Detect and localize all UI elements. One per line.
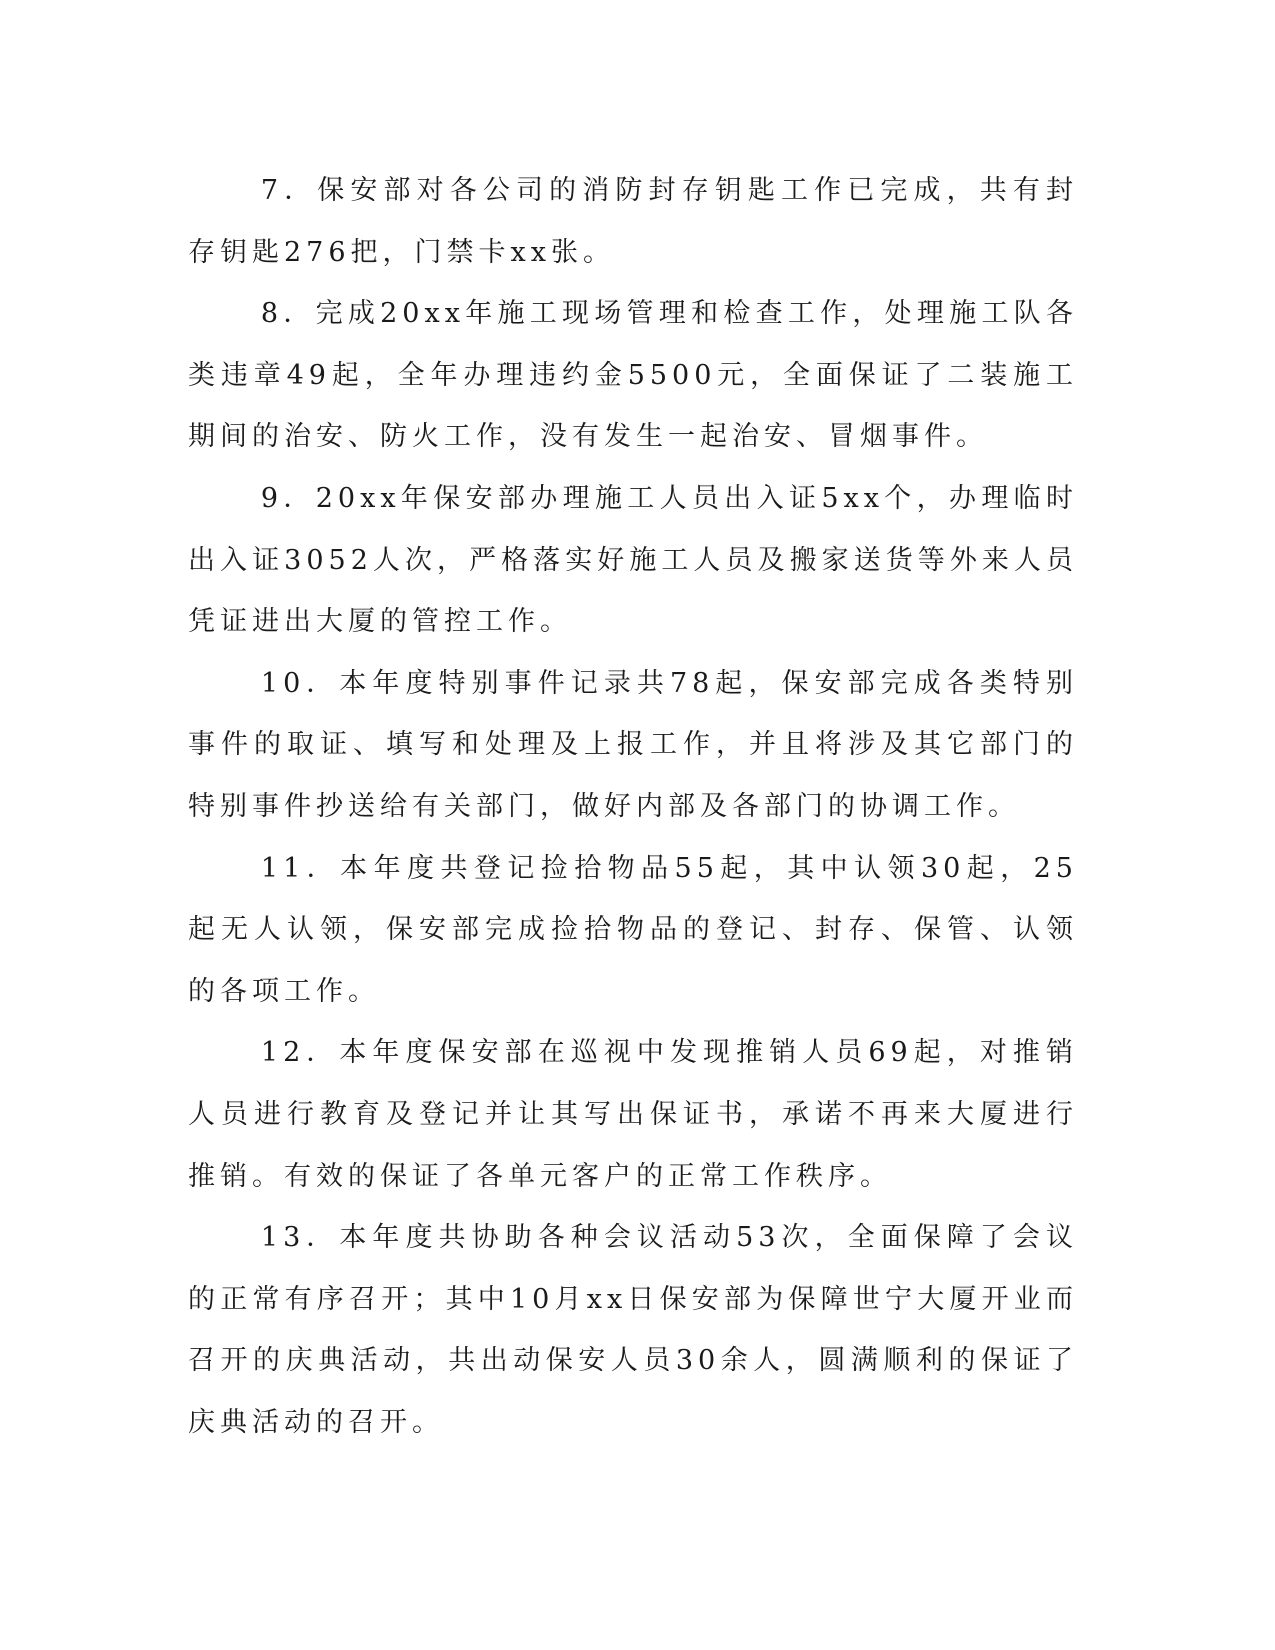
paragraph-item-13: 13．本年度共协助各种会议活动53次，全面保障了会议的正常有序召开；其中10月xx日保安部为保障世宁大厦开业而召开的庆典活动，共出动保安人员30余人，圆满顺利的保证了庆典活动的召开。 bbox=[188, 1222, 1078, 1438]
paragraph-item-12: 12．本年度保安部在巡视中发现推销人员69起，对推销人员进行教育及登记并让其写出保证书，承诺不再来大厦进行推销。有效的保证了各单元客户的正常工作秩序。 bbox=[188, 1037, 1078, 1192]
paragraph-item-11: 11．本年度共登记捡拾物品55起，其中认领30起，25起无人认领，保安部完成捡拾物品的登记、封存、保管、认领的各项工作。 bbox=[188, 852, 1078, 1007]
paragraph-item-7: 7．保安部对各公司的消防封存钥匙工作已完成，共有封存钥匙276把，门禁卡xx张。 bbox=[188, 175, 1078, 268]
paragraph-item-8: 8．完成20xx年施工现场管理和检查工作，处理施工队各类违章49起，全年办理违约金5500元，全面保证了二装施工期间的治安、防火工作，没有发生一起治安、冒烟事件。 bbox=[188, 298, 1078, 453]
paragraph-item-10: 10．本年度特别事件记录共78起，保安部完成各类特别事件的取证、填写和处理及上报工作，并且将涉及其它部门的特别事件抄送给有关部门，做好内部及各部门的协调工作。 bbox=[188, 667, 1078, 822]
document-body bbox=[188, 160, 1078, 1453]
paragraph-item-9: 9．20xx年保安部办理施工人员出入证5xx个，办理临时出入证3052人次，严格落实好施工人员及搬家送货等外来人员凭证进出大厦的管控工作。 bbox=[188, 482, 1078, 638]
